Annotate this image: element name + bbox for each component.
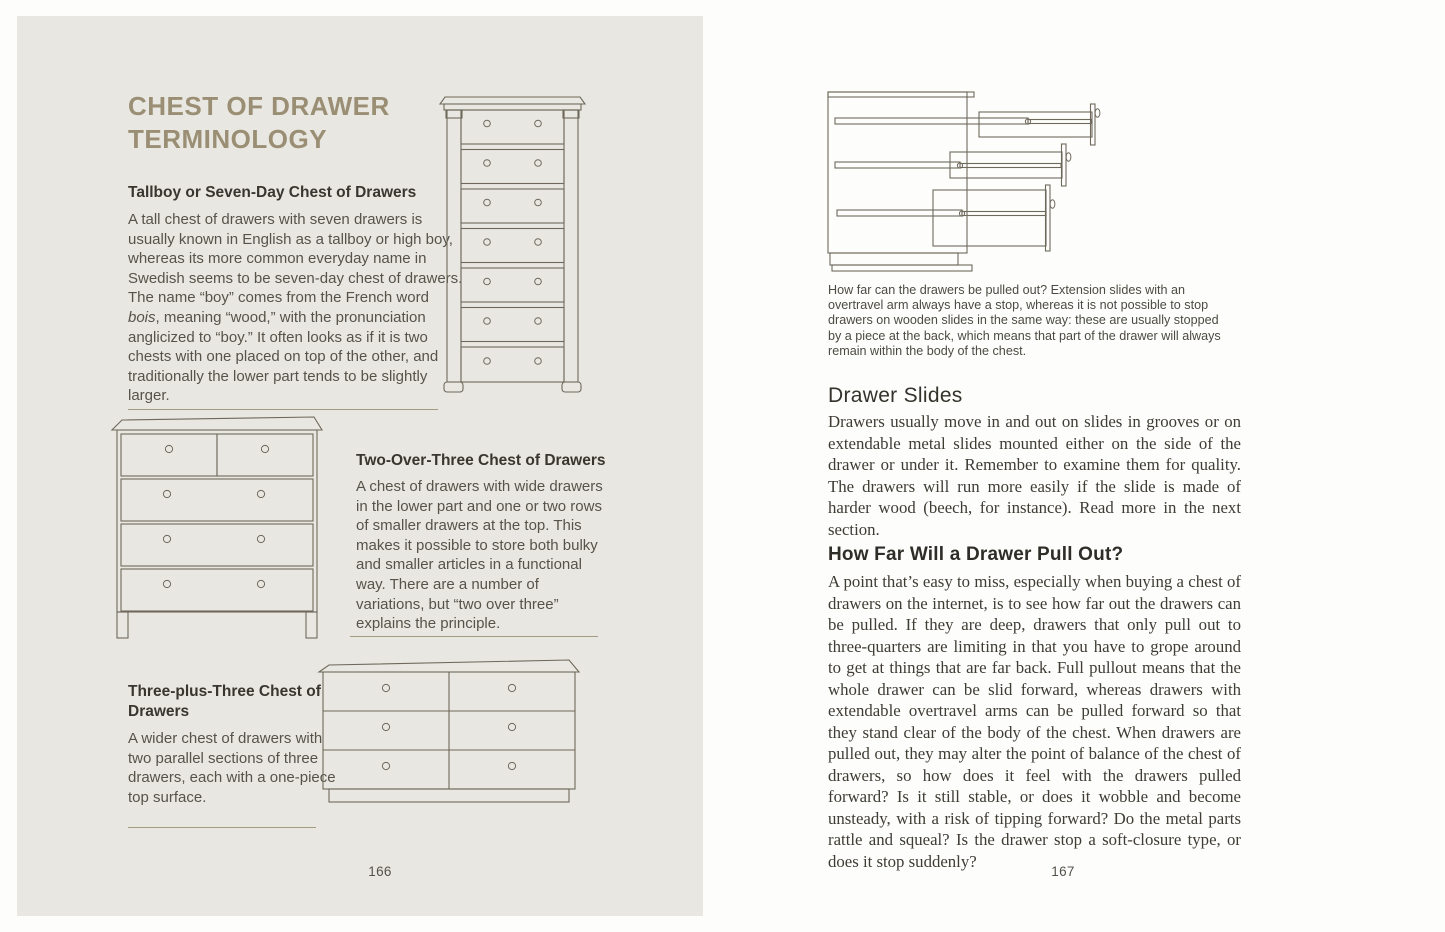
section-divider bbox=[350, 636, 598, 637]
page-title: CHEST OF DRAWER TERMINOLOGY bbox=[128, 91, 390, 154]
section-divider bbox=[128, 827, 316, 828]
tallboy-illustration-icon bbox=[435, 93, 590, 405]
tallboy-body-part2: , meaning “wood,” with the pronunciation anglicized to “boy.” It often looks as if it is two chests with one placed on top of the other, and traditionally the lower part tends to be slightly larger. bbox=[128, 308, 439, 405]
tallboy-knobs bbox=[484, 120, 542, 364]
two-over-three-illustration-icon bbox=[108, 412, 326, 640]
tallboy-body-part1: A tall chest of drawers with seven drawers is usually known in English as a tallboy or high boy, whereas its more common everyday name in Swedish seems to be seven-day chest of drawers. The name “boy” comes from the French word bbox=[128, 211, 463, 307]
right-page-number: 167 bbox=[1051, 864, 1075, 879]
drawer-slides-diagram-icon bbox=[826, 86, 1102, 274]
section-divider bbox=[128, 409, 438, 410]
two-over-three-heading: Two-Over-Three Chest of Drawers bbox=[356, 452, 606, 469]
tallboy-section-heading: Tallboy or Seven-Day Chest of Drawers bbox=[128, 184, 417, 201]
two-over-three-body: A chest of drawers with wide drawers in the lower part and one or two rows of smaller drawers at the top. This makes it possible to store both bulky and smaller articles in a functional way. There are a number of variations, but “two over three” explains the principle. bbox=[356, 478, 603, 633]
three-plus-three-heading: Three-plus-Three Chest of Drawers bbox=[128, 683, 321, 720]
drawer-slides-heading: Drawer Slides bbox=[828, 384, 963, 407]
left-page-number: 166 bbox=[368, 864, 392, 879]
pull-out-body: A point that’s easy to miss, especially when buying a chest of drawers on the internet, is to see how far out the drawers can be pulled. If they are deep, drawers that only pull out to three-quarters are limiting in that you have to grope around to get at things that are far back. Full pullout means that the whole drawer can be slid forward, whereas drawers with extendable overtravel arms can be pulled forward so that they stand clear of the body of the chest. When drawers are pulled out, they may alter the point of balance of the chest of drawers, so how does it feel with the drawers pulled forward? Is it still stable, or does it wobble and become unsteady, with a risk of tipping forward? Do the metal parts rattle and squeal? Is the drawer stop a soft-closure type, or does it stop suddenly? bbox=[828, 572, 1241, 871]
drawer-3 bbox=[837, 185, 1055, 251]
tallboy-body-italic-word: bois bbox=[128, 308, 156, 326]
figure-caption: How far can the drawers be pulled out? Extension slides with an overtravel arm always have a stop, whereas it is not possible to stop drawers on wooden slides in the same way: these are usually stopped by a piece at the back, which means that part of the drawer will always remain within the body of the chest. bbox=[828, 283, 1221, 358]
three-plus-three-illustration-icon bbox=[316, 657, 582, 809]
pull-out-heading: How Far Will a Drawer Pull Out? bbox=[828, 544, 1124, 565]
drawer-2 bbox=[835, 144, 1071, 186]
drawer-slides-body: Drawers usually move in and out on slides in grooves or on extendable metal slides mounted either on the side of the drawer or under it. Remember to examine them for quality. The drawers will run more easily if the slide is made of harder wood (beech, for instance). Read more in the next section. bbox=[828, 412, 1241, 539]
three-plus-three-body: A wider chest of drawers with two parallel sections of three drawers, each with a one-piece top surface. bbox=[128, 730, 336, 806]
tallboy-section-body bbox=[128, 210, 464, 406]
